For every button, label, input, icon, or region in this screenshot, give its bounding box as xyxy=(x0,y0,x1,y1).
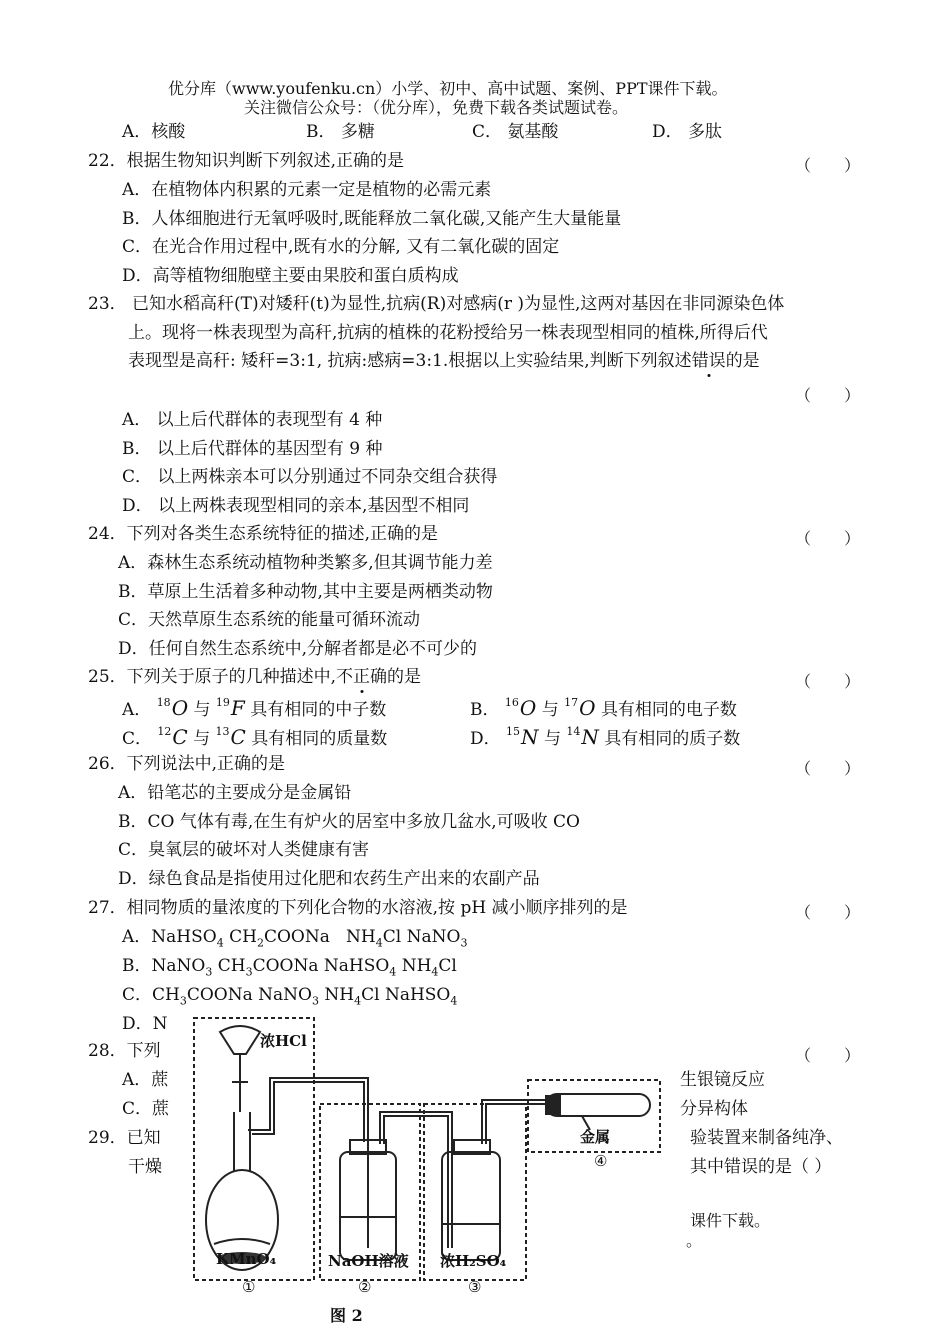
q21-option-a: A．核酸 xyxy=(122,122,186,142)
q24-stem: 24．下列对各类生态系统特征的描述,正确的是 xyxy=(88,524,439,544)
label-conc-hcl: 浓HCl xyxy=(260,1032,307,1050)
q23-line3-post: 的是 xyxy=(725,351,760,371)
conjunction: 与 xyxy=(193,729,211,749)
q26-option-b: B．CO 气体有毒,在生有炉火的居室中多放几盆水,可吸收 CO xyxy=(118,812,580,832)
q28-option-a: A．蔗 xyxy=(122,1070,169,1090)
option-text: 具有相同的质量数 xyxy=(251,729,388,749)
footer-line-2-partial: 。 xyxy=(686,1231,703,1250)
conjunction: 与 xyxy=(193,700,211,720)
q25-option-d xyxy=(470,726,740,748)
q21-option-b: B． 多糖 xyxy=(306,122,375,142)
option-label: B． xyxy=(122,956,152,976)
q22-option-c: C．在光合作用过程中,既有水的分解, 又有二氧化碳的固定 xyxy=(122,237,560,257)
option-text: 具有相同的电子数 xyxy=(600,700,737,720)
q23-stem-line-1: 23． 已知水稻高秆(T)对矮秆(t)为显性,抗病(R)对感病(r )为显性,这两对基因在非同源染色体 xyxy=(88,294,785,314)
q25-option-a xyxy=(122,697,386,719)
option-label: D． xyxy=(470,729,501,749)
q27-stem: 27．相同物质的量浓度的下列化合物的水溶液,按 pH 减小顺序排列的是 xyxy=(88,898,628,918)
q23-option-c: C． 以上两株亲本可以分别通过不同杂交组合获得 xyxy=(122,467,498,487)
label-metal: 金属 xyxy=(580,1128,611,1146)
answer-paren: （ ） xyxy=(795,529,875,548)
q27-option-b: B．NaNO$_3$ $CH_3COONa$ NaHSO$_4$ $NH_4Cl$ xyxy=(122,956,457,979)
q23-stem-line-2: 上。现将一株表现型为高秆,抗病的植株的花粉授给另一株表现型相同的植株,所得后代 xyxy=(128,323,768,343)
label-num-1: ① xyxy=(242,1278,256,1296)
q26-stem: 26．下列说法中,正确的是 xyxy=(88,754,286,774)
q25-emphasis: 不正确 xyxy=(336,667,388,687)
label-num-3: ③ xyxy=(468,1278,482,1296)
q26-option-d: D．绿色食品是指使用过化肥和农药生产出来的农副产品 xyxy=(118,869,540,889)
q25-stem-post: 的是 xyxy=(387,667,422,687)
q25-option-b xyxy=(470,697,737,719)
mass-number: 17 xyxy=(564,696,579,709)
mass-number: 15 xyxy=(506,725,521,738)
q29-line-2: 干燥 xyxy=(128,1157,162,1177)
q29-line-2-tail: 其中错误的是（ ） xyxy=(690,1157,832,1177)
element-symbol: F xyxy=(230,696,245,720)
option-label: C． xyxy=(122,985,153,1005)
element-symbol: O xyxy=(171,696,189,720)
q28-stem: 28．下列 xyxy=(88,1041,161,1061)
option-text: 具有相同的中子数 xyxy=(250,700,387,720)
element-symbol: O xyxy=(519,696,537,720)
funnel-icon xyxy=(220,1026,260,1054)
q22-option-a: A．在植物体内积累的元素一定是植物的必需元素 xyxy=(122,180,492,200)
header-line-1: 优分库（www.youfenku.cn）小学、初中、高中试题、案例、PPT课件下载。 xyxy=(168,79,728,98)
label-naoh-solution: NaOH溶液 xyxy=(328,1252,409,1270)
mass-number: 12 xyxy=(157,725,172,738)
element-symbol: C xyxy=(172,725,188,749)
mass-number: 14 xyxy=(566,725,581,738)
q29-stem: 29．已知 xyxy=(88,1128,161,1148)
q22-option-b: B．人体细胞进行无氧呼吸时,既能释放二氧化碳,又能产生大量能量 xyxy=(122,209,622,229)
q26-option-c: C．臭氧层的破坏对人类健康有害 xyxy=(118,840,370,860)
q28-option-c: C．蔗 xyxy=(122,1099,170,1119)
option-text: 具有相同的质子数 xyxy=(604,729,741,749)
element-symbol: N xyxy=(521,725,539,749)
label-num-4: ④ xyxy=(594,1152,608,1170)
answer-paren: （ ） xyxy=(795,156,875,175)
q25-stem xyxy=(88,669,421,686)
q24-option-d: D．任何自然生态系统中,分解者都是必不可少的 xyxy=(118,639,478,659)
q29-stem-tail: 验装置来制备纯净、 xyxy=(690,1128,843,1148)
label-num-2: ② xyxy=(358,1278,372,1296)
q27-option-a: A．NaHSO$_4$ $CH_2COONa$ $NH_4Cl$ NaNO$_3$ xyxy=(122,927,468,950)
figure-caption: 图 2 xyxy=(330,1306,363,1325)
mass-number: 16 xyxy=(504,696,519,709)
q21-option-c: C． 氨基酸 xyxy=(472,122,559,142)
option-label: A． xyxy=(122,700,152,720)
mass-number: 13 xyxy=(215,725,230,738)
q27-option-d: D．N xyxy=(122,1014,168,1034)
apparatus-figure xyxy=(190,1012,670,1332)
q24-option-c: C．天然草原生态系统的能量可循环流动 xyxy=(118,610,421,630)
q25-option-c xyxy=(122,726,387,748)
q23-option-a: A． 以上后代群体的表现型有 4 种 xyxy=(122,410,383,430)
q28-option-a-tail: 生银镜反应 xyxy=(680,1070,765,1090)
q28-option-c-tail: 分异构体 xyxy=(680,1099,748,1119)
q24-option-b: B．草原上生活着多种动物,其中主要是两栖类动物 xyxy=(118,582,493,602)
q22-stem: 22．根据生物知识判断下列叙述,正确的是 xyxy=(88,151,405,171)
wash-bottle-2 xyxy=(442,1152,500,1260)
answer-paren: （ ） xyxy=(795,903,875,922)
q25-stem-pre: 25．下列关于原子的几种描述中, xyxy=(88,667,337,687)
conjunction: 与 xyxy=(543,729,561,749)
option-label: C． xyxy=(122,729,153,749)
q23-option-d: D． 以上两株表现型相同的亲本,基因型不相同 xyxy=(122,496,470,516)
q23-option-b: B． 以上后代群体的基因型有 9 种 xyxy=(122,439,383,459)
mass-number: 18 xyxy=(156,696,171,709)
element-symbol: N xyxy=(581,725,599,749)
conjunction: 与 xyxy=(541,700,559,720)
answer-paren: （ ） xyxy=(795,759,875,778)
q27-option-c: C．$CH_3COONa$ NaNO$_3$ $NH_4Cl$ NaHSO$_4$ xyxy=(122,985,458,1008)
answer-paren: （ ） xyxy=(795,386,875,405)
q23-line3-pre: 表现型是高秆: 矮秆=3:1, 抗病:感病=3:1.根据以上实验结果,判断下列叙述 xyxy=(128,351,692,371)
q23-emphasis: 错误 xyxy=(691,351,726,371)
q23-stem-line-3 xyxy=(128,353,760,370)
footer-line-1-partial: 课件下载。 xyxy=(690,1211,771,1230)
element-symbol: O xyxy=(579,696,596,720)
answer-paren: （ ） xyxy=(795,1046,875,1065)
option-label: A． xyxy=(122,927,152,947)
label-conc-h2so4: 浓H₂SO₄ xyxy=(440,1252,507,1270)
q26-option-a: A．铅笔芯的主要成分是金属铅 xyxy=(118,783,352,803)
element-symbol: C xyxy=(230,725,246,749)
q24-option-a: A．森林生态系统动植物种类繁多,但其调节能力差 xyxy=(118,553,493,573)
test-tube-icon xyxy=(546,1094,650,1116)
option-label: B． xyxy=(470,700,500,720)
q22-option-d: D．高等植物细胞壁主要由果胶和蛋白质构成 xyxy=(122,266,459,286)
answer-paren: （ ） xyxy=(795,672,875,691)
label-kmno4: KMnO₄ xyxy=(216,1250,277,1268)
header-line-2: 关注微信公众号：（优分库），免费下载各类试题试卷。 xyxy=(244,98,629,117)
apparatus-diagram xyxy=(190,1012,670,1332)
mass-number: 19 xyxy=(215,696,230,709)
q21-option-d: D． 多肽 xyxy=(652,122,723,142)
